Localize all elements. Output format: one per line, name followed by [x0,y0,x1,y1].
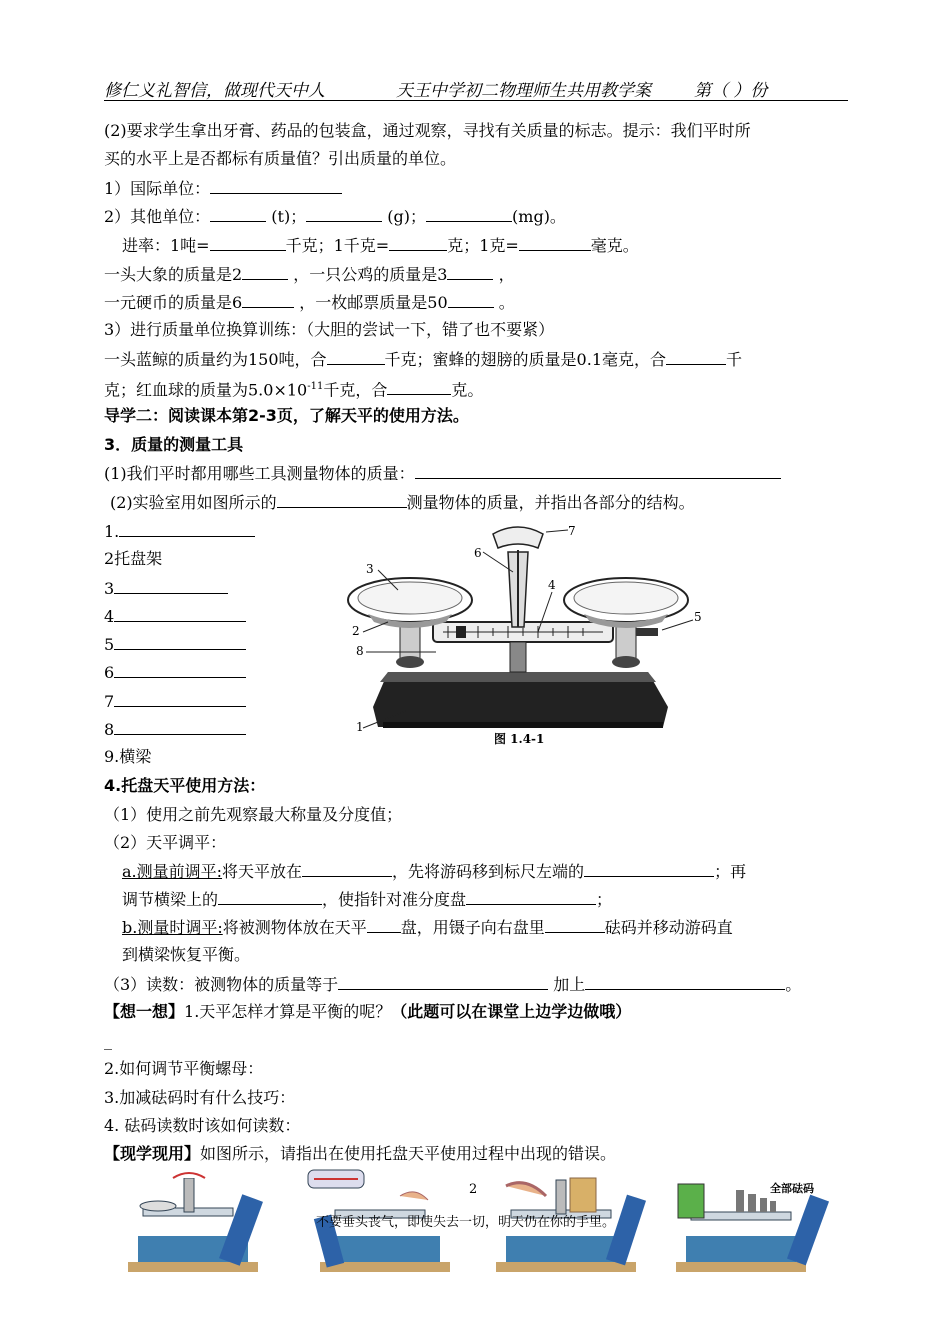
blank [114,605,246,622]
part-item: 2托盘架 [104,549,163,568]
blank [114,577,228,594]
part-item: 6 [104,661,246,684]
text-line: 3）进行质量单位换算训练：（大胆的尝试一下，错了也不要紧） [104,320,555,339]
blank [119,520,255,537]
text-line: （1）使用之前先观察最大称量及分度值； [104,805,403,824]
blank [447,263,493,280]
part-item: 7 [104,690,246,713]
text-line: 2.如何调节平衡螺母： [104,1059,264,1078]
figure-label: 3 [366,562,374,576]
blank [426,205,512,222]
other-units-line: 2）其他单位： (t)； (g)； (mg)。 [104,207,566,226]
text-line: (2)实验室用如图所示的 测量物体的质量，并指出各部分的结构。 [110,493,695,512]
blank [415,462,781,479]
part-item: 4 [104,605,246,628]
blank [545,916,605,933]
part-item: 3 [104,577,228,600]
figure-label: 1 [356,720,364,734]
text-line: 3.加减砝码时有什么技巧： [104,1088,296,1107]
text-line: （2）天平调平： [104,833,227,852]
text-line: 一元硬币的质量是6 ，一枚邮票质量是50 。 [104,293,515,312]
blank [210,234,286,251]
text-line: 到横梁恢复平衡。 [122,945,251,964]
part-item: 8 [104,718,246,741]
text-line: (2)要求学生拿出牙膏、药品的包装盒，通过观察，寻找有关质量的标志。提示：我们平时所 [104,121,751,140]
blank [277,491,407,508]
text-line: a.测量前调平:将天平放在 ，先将游码移到标尺左端的 ；再 [122,862,747,881]
blank [218,888,322,905]
blank [584,860,714,877]
blank [114,633,246,650]
header-school: 天王中学初二物理师生共用教学案 [396,81,651,101]
page-number: 2 [469,1182,478,1197]
header-motto: 修仁义礼智信，做现代天中人 [104,81,325,101]
text-line: 买的水平上是否都标有质量值？引出质量的单位。 [104,149,457,168]
figure-label: 6 [474,546,482,560]
section-heading: 3．质量的测量工具 [104,435,244,454]
blank [519,234,591,251]
text-line: (1)我们平时都用哪些工具测量物体的质量： [104,462,781,485]
blank [387,378,451,395]
text-line: b.测量时调平:将被测物体放在天平 盘，用镊子向右盘里 砝码并移动游码直 [122,918,733,937]
blank [302,860,392,877]
blank [367,916,401,933]
thumbnail-caption: 全部砝码 [770,1182,814,1195]
blank [338,973,548,990]
text-line: _ [104,1031,112,1050]
text-line: 一头大象的质量是2 ，一只公鸡的质量是3 ， [104,265,515,284]
figure-caption: 图 1.4-1 [494,732,545,746]
text-line: 调节横梁上的 ，使指针对准分度盘 ； [122,890,613,909]
blank [210,177,342,194]
figure-label: 4 [548,578,556,592]
balance-diagram [328,522,708,748]
blank [306,205,382,222]
si-unit-line: 1）国际单位： [104,177,342,200]
apply-heading: 【现学现用】如图所示，请指出在使用托盘天平使用过程中出现的错误。 [104,1144,617,1163]
blank [389,234,447,251]
blank [327,348,385,365]
blank [448,291,494,308]
text-line: 4. 砝码读数时该如何读数： [104,1116,301,1135]
text-line: 一头蓝鲸的质量约为150吨，合 千克；蜜蜂的翅膀的质量是0.1毫克，合 千 [104,350,743,369]
part-item: 5 [104,633,246,656]
blank [242,291,294,308]
blank [114,718,246,735]
section-heading: 4.托盘天平使用方法： [104,776,266,795]
page-header [104,76,848,101]
blank [210,205,266,222]
part-item: 9.横梁 [104,747,152,766]
balance-thumbnail [118,1166,278,1276]
figure-label: 8 [356,644,364,658]
section-heading: 导学二：阅读课本第2-3页，了解天平的使用方法。 [104,406,469,425]
blank [114,690,246,707]
blank [114,661,246,678]
text-line: （3）读数：被测物体的质量等于 加上 。 [104,975,802,994]
figure-label: 7 [568,524,576,538]
blank [242,263,288,280]
text-line: 克；红血球的质量为$5.0\times 10^{-11}$千克，合 克。 [104,380,484,400]
header-copy-number: 第（ ）份 [694,81,768,101]
blank [466,888,596,905]
think-question: 【想一想】1.天平怎样才算是平衡的呢？（此题可以在课堂上边学边做哦） [104,1002,632,1021]
figure-label: 2 [352,624,360,638]
blank [666,348,726,365]
part-item: 1. [104,520,255,543]
conversion-line: 进率：1吨= 千克；1千克= 克；1克= 毫克。 [122,236,639,255]
figure-label: 5 [694,610,702,624]
footer-quote: 不要垂头丧气，即使失去一切，明天仍在你的手里。 [316,1215,616,1230]
blank [585,973,785,990]
